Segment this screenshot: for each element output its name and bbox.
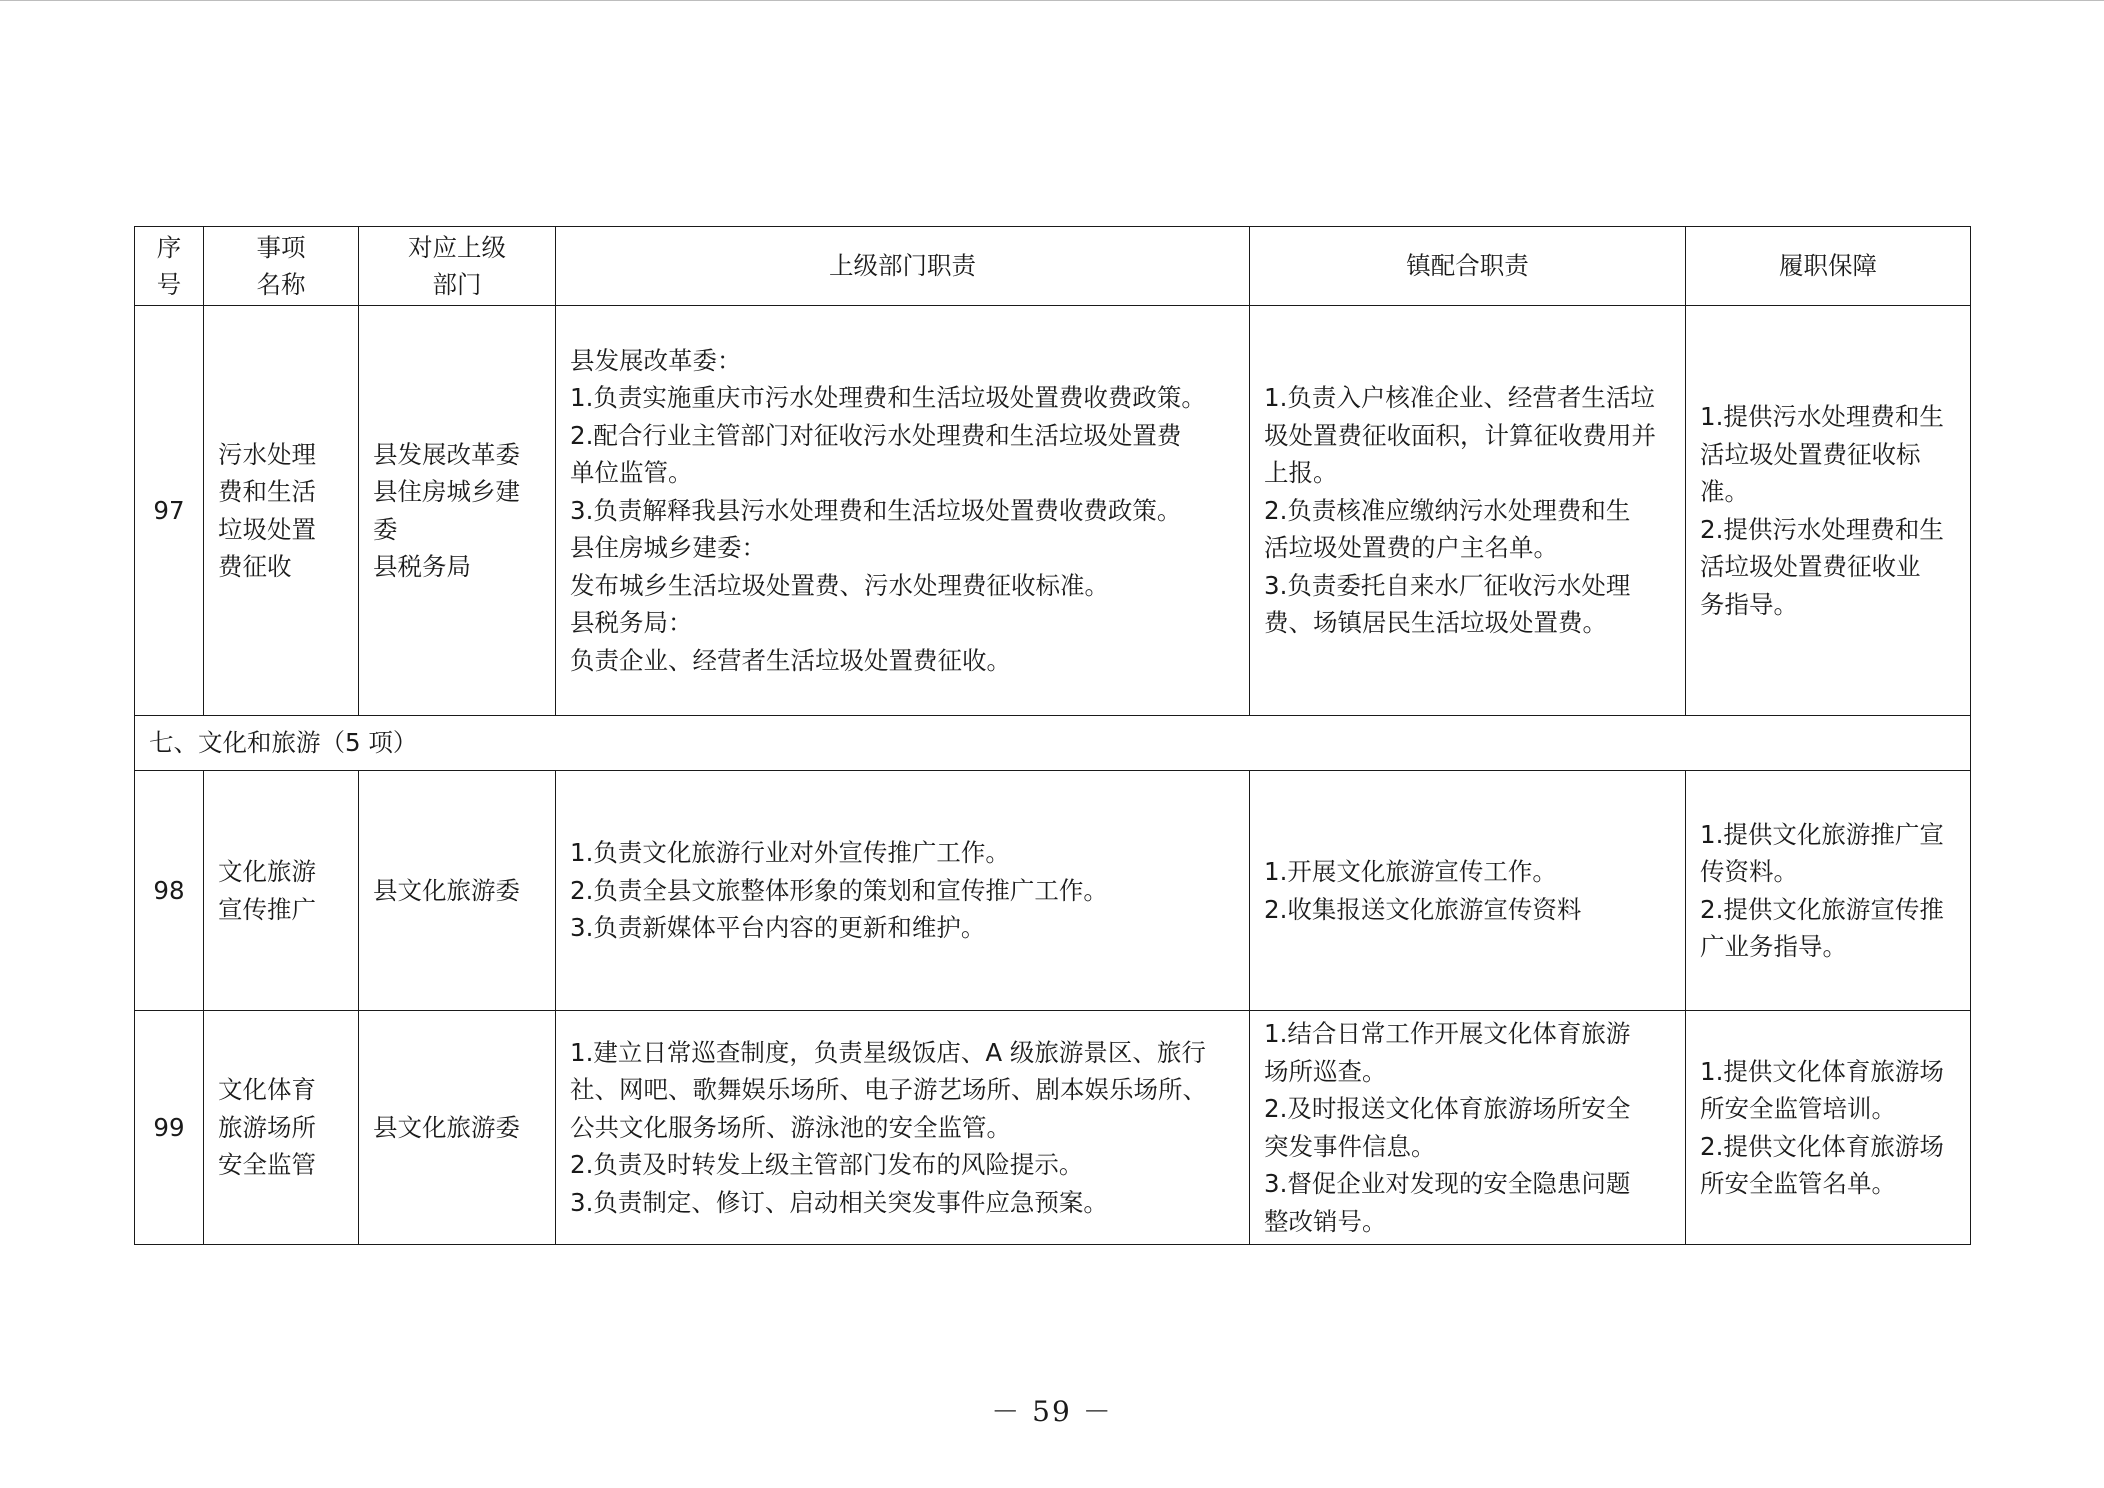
page-number: － 59 －	[991, 1395, 1113, 1428]
row-town-cooperation: 1.负责入户核准企业、经营者生活垃 圾处置费征收面积，计算征收费用并 上报。 2.负责核准应缴纳污水处理费和生 活垃圾处置费的户主名单。 3.负责委托自来水厂征收污水处理 费、场镇居民生活垃圾处置费。	[1250, 306, 1686, 716]
page-top-border	[0, 0, 2104, 1]
row-superior-department: 县发展改革委 县住房城乡建 委 县税务局	[359, 306, 556, 716]
row-item-name: 污水处理 费和生活 垃圾处置 费征收	[204, 306, 359, 716]
header-item-name: 事项 名称	[204, 227, 359, 306]
row-superior-responsibilities: 1.负责文化旅游行业对外宣传推广工作。 2.负责全县文旅整体形象的策划和宣传推广工作。 3.负责新媒体平台内容的更新和维护。	[556, 771, 1250, 1011]
header-performance-guarantee: 履职保障	[1686, 227, 1971, 306]
header-serial-number: 序 号	[135, 227, 204, 306]
row-superior-responsibilities: 1.建立日常巡查制度，负责星级饭店、A 级旅游景区、旅行 社、网吧、歌舞娱乐场所、电子游艺场所、剧本娱乐场所、 公共文化服务场所、游泳池的安全监管。 2.负责及时转发上级主管部门发布的风险提示。 3.负责制定、修订、启动相关突发事件应急预案。	[556, 1011, 1250, 1245]
row-serial-number: 99	[135, 1011, 204, 1245]
row-superior-department: 县文化旅游委	[359, 1011, 556, 1245]
section-row	[135, 716, 1971, 771]
row-superior-department: 县文化旅游委	[359, 771, 556, 1011]
row-superior-responsibilities: 县发展改革委： 1.负责实施重庆市污水处理费和生活垃圾处置费收费政策。 2.配合行业主管部门对征收污水处理费和生活垃圾处置费 单位监管。 3.负责解释我县污水处理费和生活垃圾处置费收费政策。 县住房城乡建委： 发布城乡生活垃圾处置费、污水处理费征收标准。 县税务局： 负责企业、经营者生活垃圾处置费征收。	[556, 306, 1250, 716]
header-town-cooperation: 镇配合职责	[1250, 227, 1686, 306]
row-item-name: 文化旅游 宣传推广	[204, 771, 359, 1011]
row-town-cooperation: 1.结合日常工作开展文化体育旅游 场所巡查。 2.及时报送文化体育旅游场所安全 突发事件信息。 3.督促企业对发现的安全隐患问题 整改销号。	[1250, 1011, 1686, 1245]
row-performance-guarantee: 1.提供文化体育旅游场 所安全监管培训。 2.提供文化体育旅游场 所安全监管名单。	[1686, 1011, 1971, 1245]
row-serial-number: 97	[135, 306, 204, 716]
table-header-row	[135, 227, 1971, 306]
row-performance-guarantee: 1.提供污水处理费和生 活垃圾处置费征收标 准。 2.提供污水处理费和生 活垃圾处置费征收业 务指导。	[1686, 306, 1971, 716]
table-row	[135, 1011, 1971, 1245]
header-superior-department: 对应上级 部门	[359, 227, 556, 306]
header-superior-responsibilities: 上级部门职责	[556, 227, 1250, 306]
row-item-name: 文化体育 旅游场所 安全监管	[204, 1011, 359, 1245]
row-performance-guarantee: 1.提供文化旅游推广宣 传资料。 2.提供文化旅游宣传推 广业务指导。	[1686, 771, 1971, 1011]
duty-table	[134, 226, 1971, 1245]
table-row	[135, 306, 1971, 716]
table-row	[135, 771, 1971, 1011]
section-heading: 七、文化和旅游（5 项）	[135, 716, 1971, 771]
row-town-cooperation: 1.开展文化旅游宣传工作。 2.收集报送文化旅游宣传资料	[1250, 771, 1686, 1011]
row-serial-number: 98	[135, 771, 204, 1011]
